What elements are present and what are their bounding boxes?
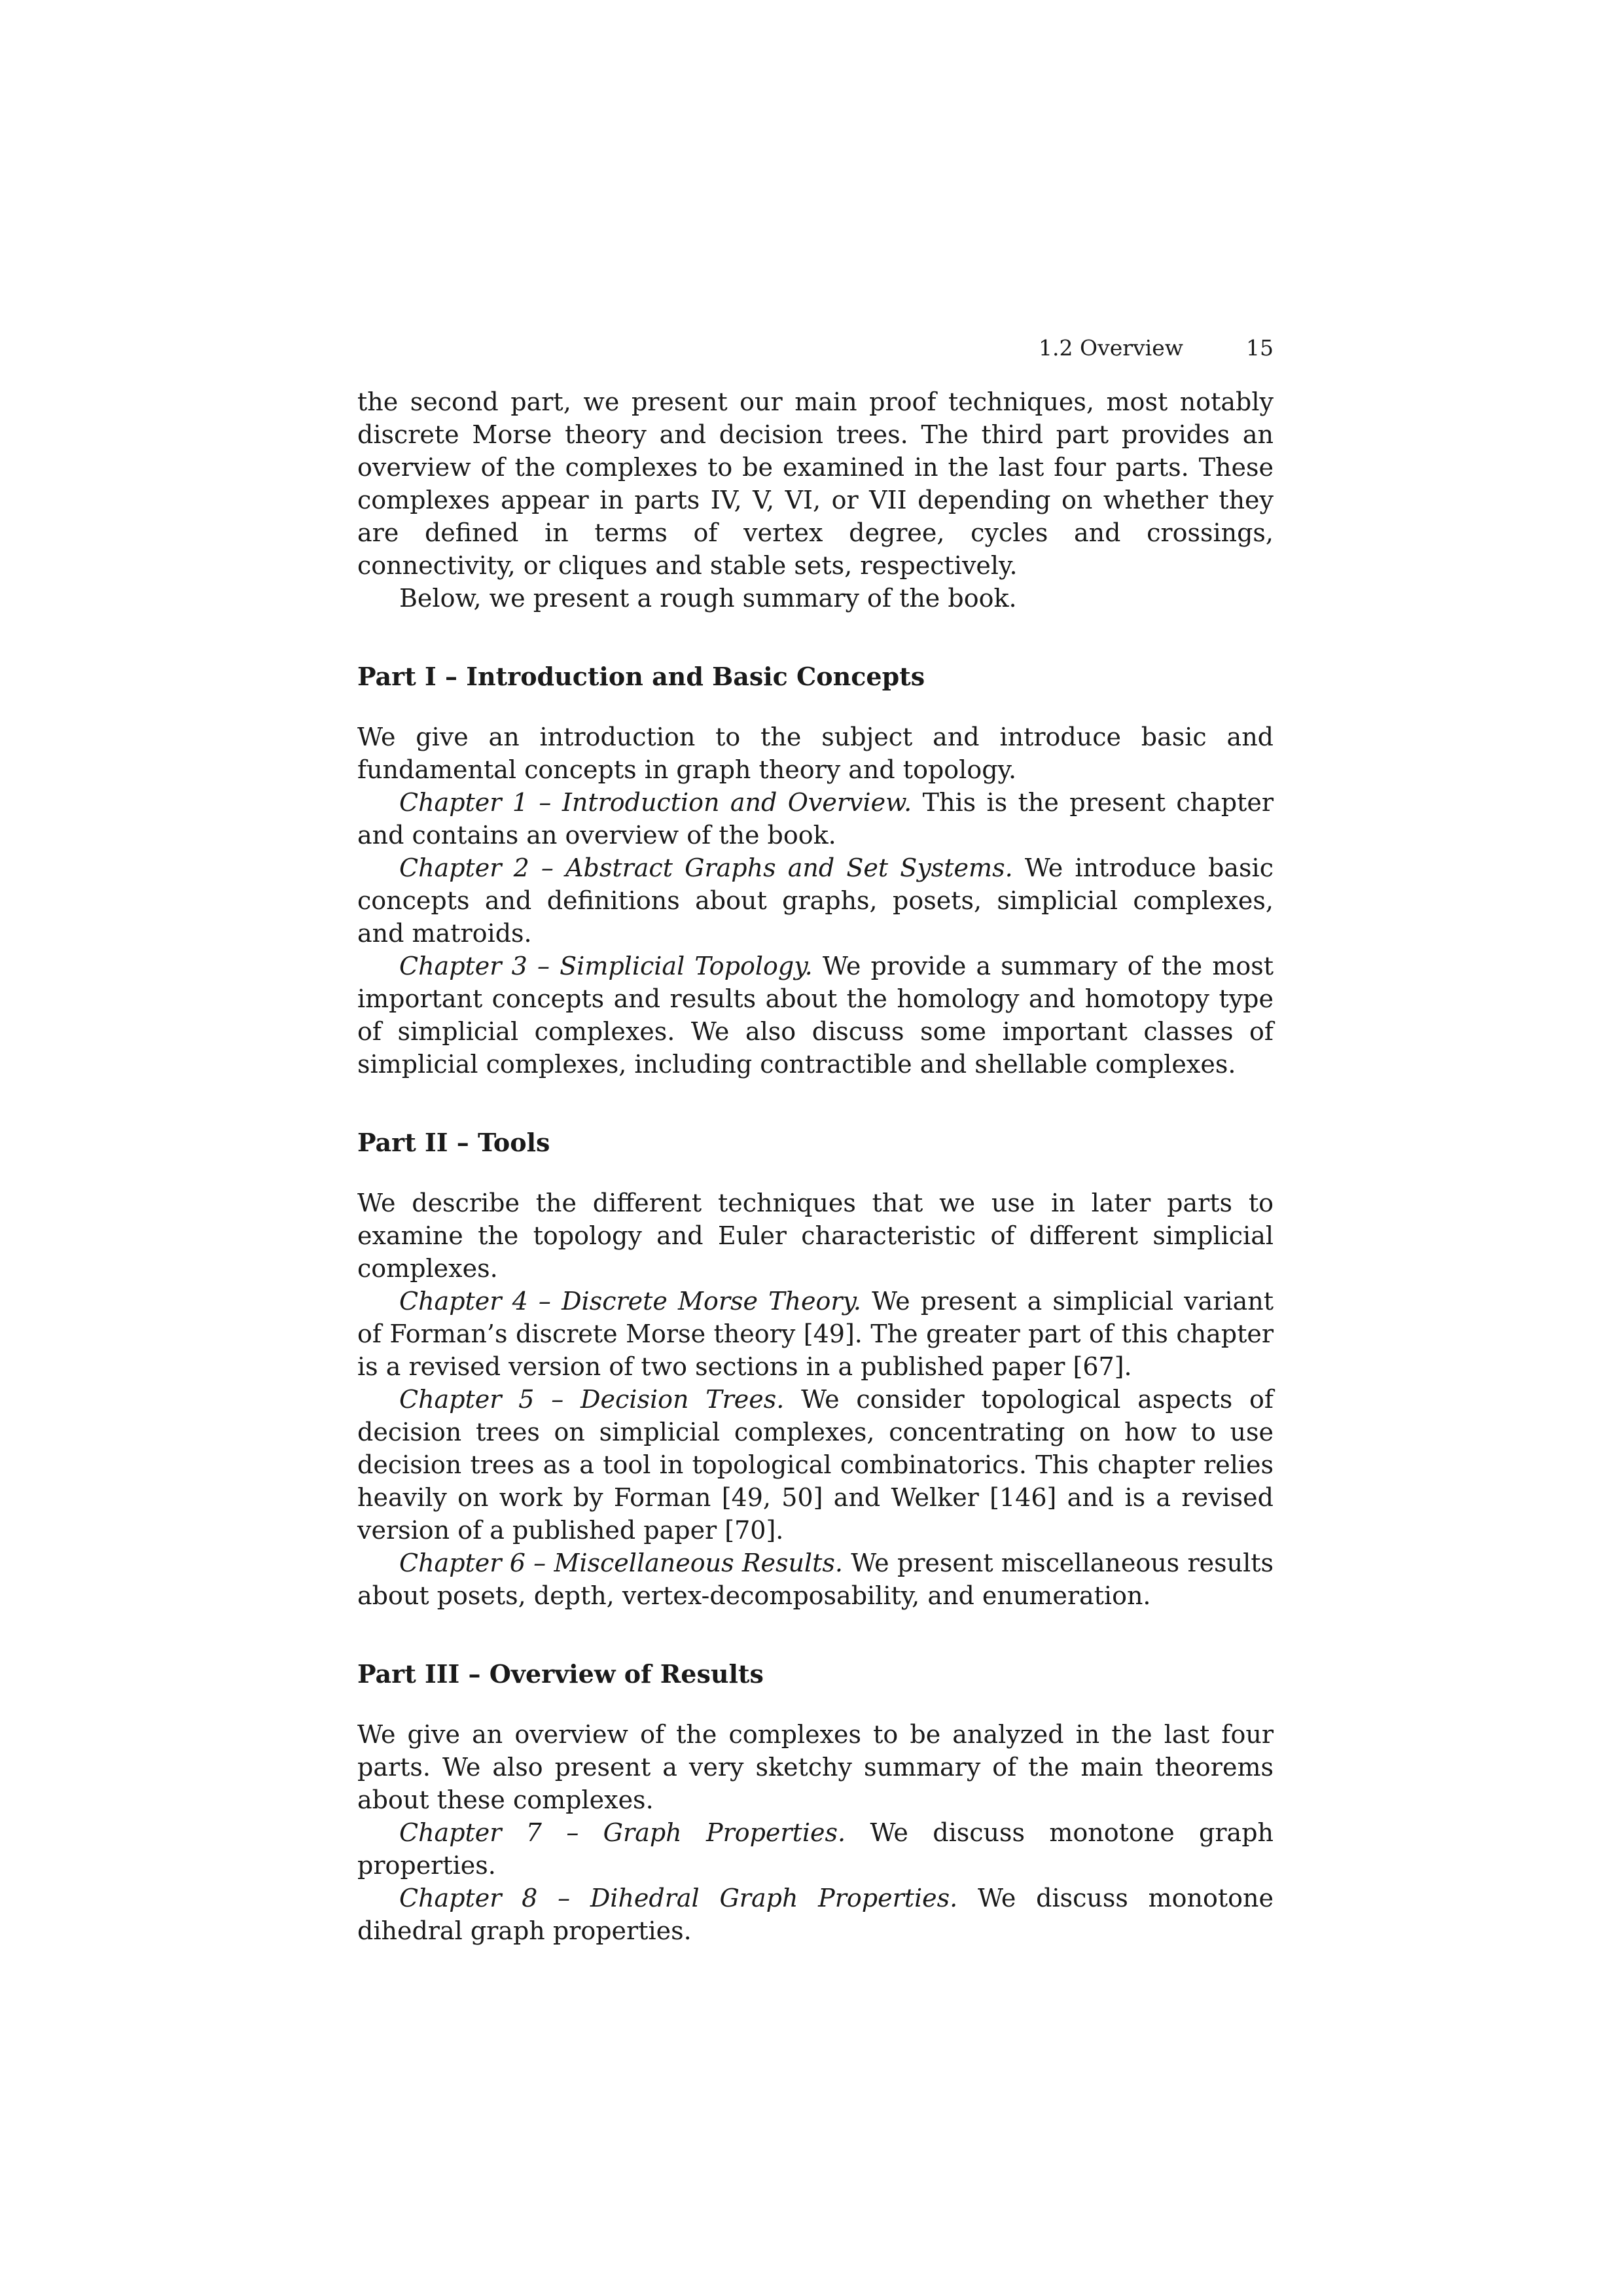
- part-summary: We give an introduction to the subject and introduce basic and fundamental concepts in graph theory and topology.: [357, 723, 1274, 784]
- chapter-paragraph: [357, 1285, 1274, 1383]
- part-heading: Part II – Tools: [357, 1128, 550, 1157]
- part-summary: We describe the different techniques that we use in later parts to examine the topology and Euler characteristic of different simplicial complexes.: [357, 1189, 1274, 1283]
- part-heading: Part III – Overview of Results: [357, 1659, 764, 1689]
- chapter-paragraph: [357, 1882, 1274, 1947]
- running-head: [357, 331, 1274, 366]
- part-heading: Part I – Introduction and Basic Concepts: [357, 662, 925, 691]
- chapter-description: We discuss monotone dihedral graph properties.: [357, 1884, 1274, 1945]
- chapter-title: Chapter 5 – Decision Trees.: [399, 1385, 785, 1414]
- chapter-description: We provide a summary of the most important concepts and results about the homology and homotopy type of simplicial complexes. We also discuss some important classes of simplicial complexes, including contractible and shellable complexes.: [357, 952, 1274, 1079]
- page-body: [357, 331, 1274, 1947]
- chapter-title: Chapter 6 – Miscellaneous Results.: [399, 1549, 843, 1577]
- chapter-paragraph: [357, 1383, 1274, 1547]
- chapter-title: Chapter 1 – Introduction and Overview.: [399, 788, 912, 817]
- chapter-description: We present miscellaneous results about posets, depth, vertex-decomposability, and enumeration.: [357, 1549, 1274, 1610]
- page-number: 15: [1246, 335, 1274, 361]
- chapter-paragraph: [357, 852, 1274, 950]
- chapter-title: Chapter 3 – Simplicial Topology.: [399, 952, 813, 980]
- chapter-title: Chapter 2 – Abstract Graphs and Set Systems.: [399, 853, 1013, 882]
- intro-paragraph: Below, we present a rough summary of the book.: [399, 584, 1017, 613]
- chapter-paragraph: [357, 1816, 1274, 1882]
- chapter-paragraph: [357, 950, 1274, 1081]
- chapter-description: We consider topological aspects of decision trees on simplicial complexes, concentrating on how to use decision trees as a tool in topological combinatorics. This chapter relies heavily on work by Forman [49, 50] and Welker [146] and is a revised version of a published paper [70].: [357, 1385, 1274, 1545]
- chapter-description: We introduce basic concepts and definitions about graphs, posets, simplicial complexes, and matroids.: [357, 853, 1274, 948]
- chapter-paragraph: [357, 786, 1274, 852]
- chapter-title: Chapter 8 – Dihedral Graph Properties.: [399, 1884, 958, 1912]
- chapter-description: We discuss monotone graph properties.: [357, 1818, 1274, 1880]
- chapter-title: Chapter 7 – Graph Properties.: [399, 1818, 846, 1847]
- intro-paragraph: the second part, we present our main proof techniques, most notably discrete Morse theory and decision trees. The third part provides an overview of the complexes to be examined in the last four parts. These complexes appear in parts IV, V, VI, or VII depending on whether they are defined in terms of vertex degree, cycles and crossings, connectivity, or cliques and stable sets, respectively.: [357, 387, 1274, 580]
- chapter-description: We present a simplicial variant of Forman’s discrete Morse theory [49]. The greater part of this chapter is a revised version of two sections in a published paper [67].: [357, 1287, 1274, 1381]
- section-reference: 1.2 Overview: [1039, 335, 1183, 361]
- chapter-title: Chapter 4 – Discrete Morse Theory.: [399, 1287, 861, 1316]
- chapter-paragraph: [357, 1547, 1274, 1612]
- chapter-description: This is the present chapter and contains an overview of the book.: [357, 788, 1274, 850]
- part-summary: We give an overview of the complexes to be analyzed in the last four parts. We also present a very sketchy summary of the main theorems about these complexes.: [357, 1720, 1274, 1814]
